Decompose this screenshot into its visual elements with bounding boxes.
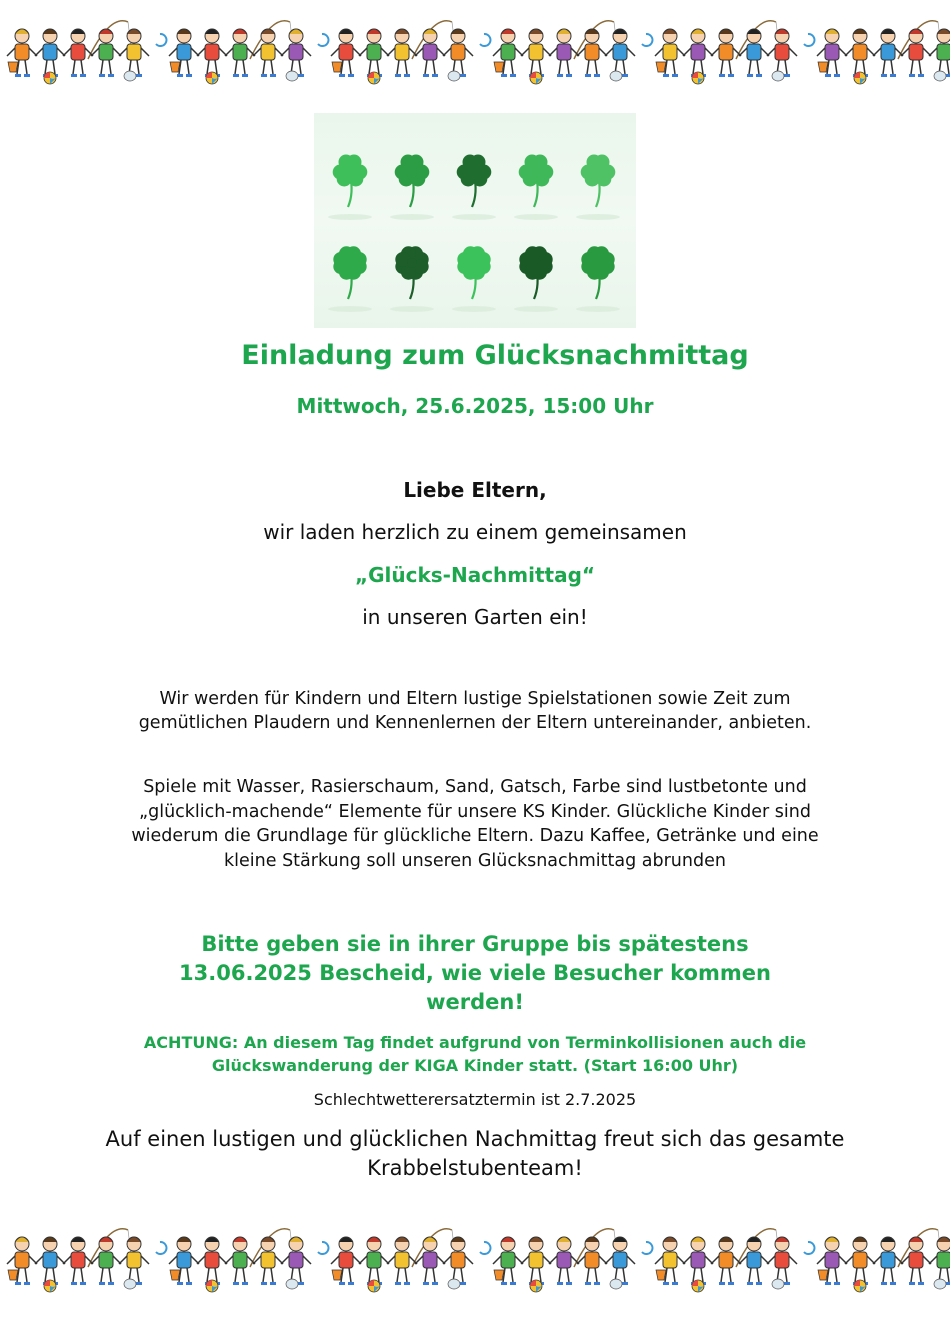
event-name: „Glücks-Nachmittag“ xyxy=(354,563,596,587)
children-playing-border-icon xyxy=(0,14,950,92)
greeting: Liebe Eltern, xyxy=(403,478,547,502)
invitation-title: Einladung zum Glücksnachmittag xyxy=(241,340,749,371)
clover-illustration xyxy=(314,113,636,328)
attention-notice: ACHTUNG: An diesem Tag findet aufgrund von Terminkollisionen auch die Glückswanderung der KIGA Kinder statt. (Start 16:00 Uhr) xyxy=(143,1033,807,1075)
rain-date: Schlechtwetterersatztermin ist 2.7.2025 xyxy=(313,1090,637,1109)
games-paragraph: Spiele mit Wasser, Rasierschaum, Sand, Gatsch, Farbe sind lustbetonte und „glücklich-machende“ Elemente für unsere KS Kinder. Glückliche Kinder sind wiederum die Grundlage für glückliche Eltern. Dazu Kaffee, Getränke und eine kleine Stärkung soll unseren Glücksnachmittag abrunden xyxy=(131,777,819,871)
children-playing-border-icon xyxy=(0,1222,950,1300)
shamrock-clover-icon xyxy=(314,113,636,328)
invitation-location: in unseren Garten ein! xyxy=(362,605,588,629)
rsvp-deadline: Bitte geben sie in ihrer Gruppe bis spätestens 13.06.2025 Bescheid, wie viele Besucher kommen werden! xyxy=(179,932,771,1014)
event-date: Mittwoch, 25.6.2025, 15:00 Uhr xyxy=(296,394,654,418)
top-children-border xyxy=(0,14,950,92)
bottom-children-border xyxy=(0,1222,950,1300)
invitation-line: wir laden herzlich zu einem gemeinsamen xyxy=(263,520,687,544)
closing-line: Auf einen lustigen und glücklichen Nachmittag freut sich das gesamte Krabbelstubenteam! xyxy=(105,1127,845,1180)
activities-paragraph: Wir werden für Kindern und Eltern lustige Spielstationen sowie Zeit zum gemütlichen Plaudern und Kennenlernen der Eltern untereinander, anbieten. xyxy=(138,689,812,733)
